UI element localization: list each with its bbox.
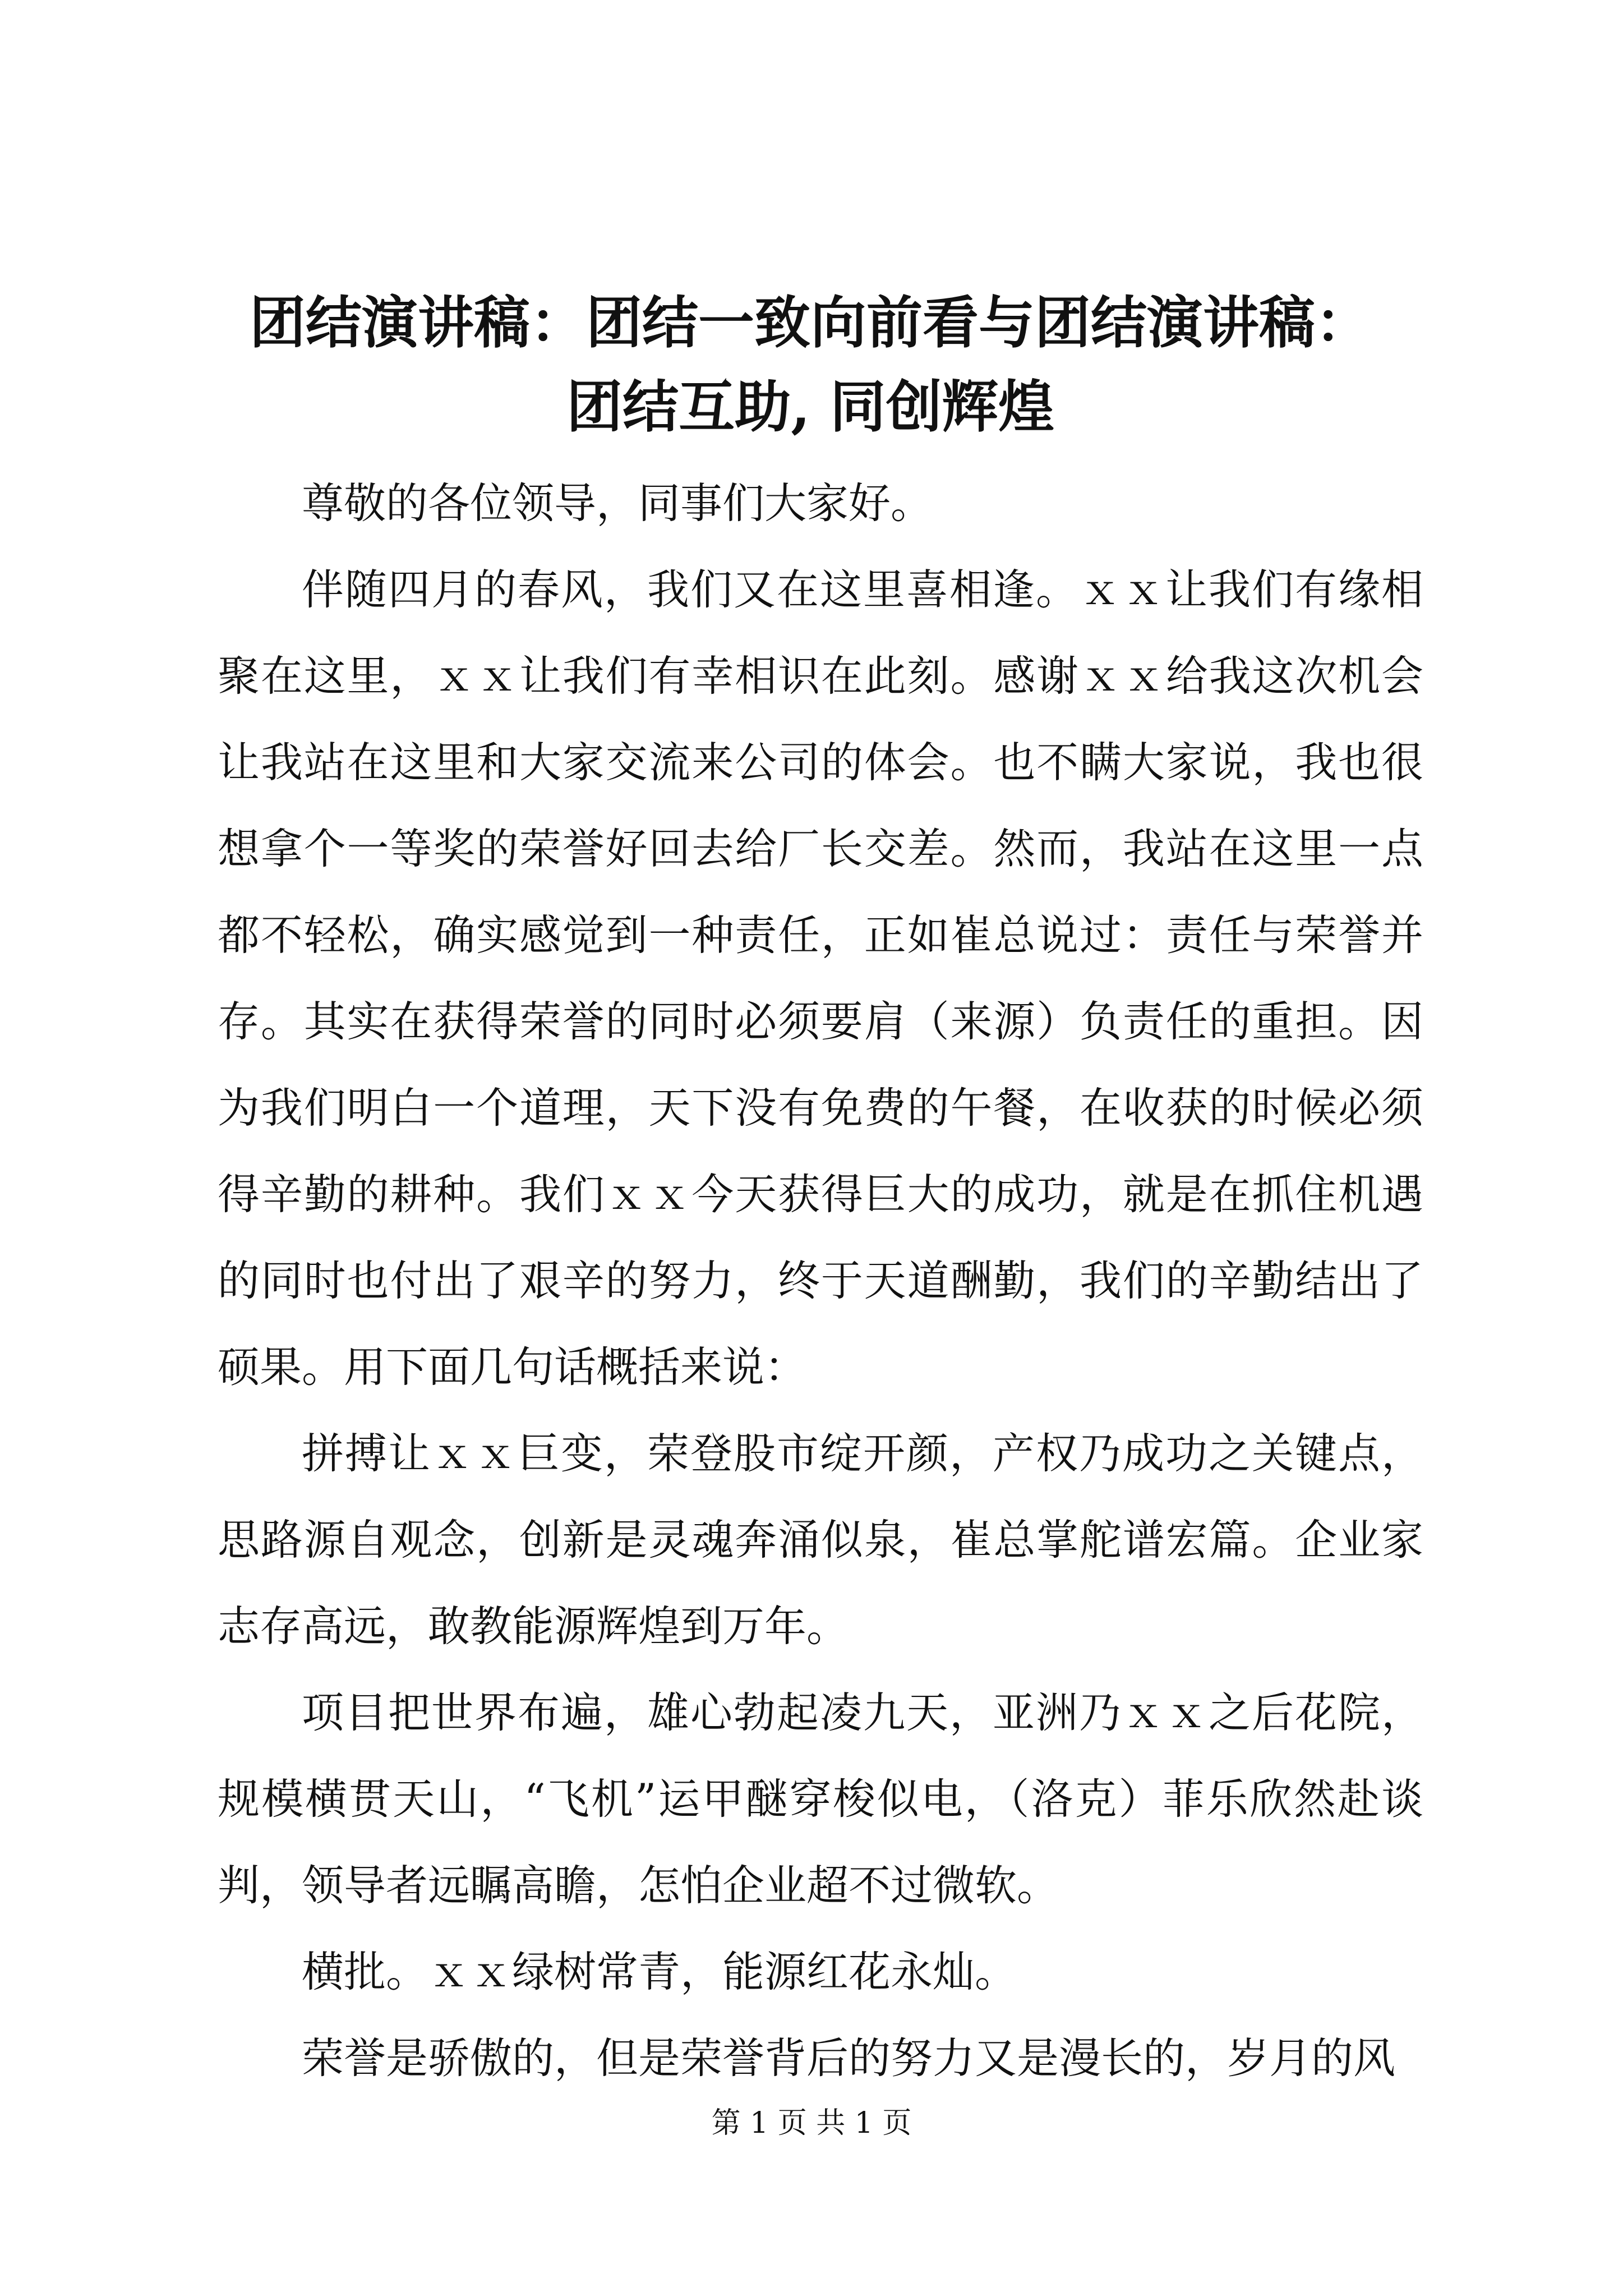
paragraph-banner: 横批。ｘｘ绿树常青，能源红花永灿。 xyxy=(302,1947,1017,1996)
document-body xyxy=(218,460,1423,2101)
document-title xyxy=(202,280,1419,449)
title-line-1: 团结演讲稿：团结一致向前看与团结演讲稿： xyxy=(250,289,1371,356)
paragraph-verse-1: 拼搏让ｘｘ巨变，荣登股市绽开颜，产权乃成功之关键点，思路源自观念，创新是灵魂奔涌似泉，崔总掌舵谱宏篇。企业家志存高远，敢教能源辉煌到万年。 xyxy=(218,1429,1423,1651)
paragraph-greeting: 尊敬的各位领导，同事们大家好。 xyxy=(302,478,933,528)
paragraph-verse-2: 项目把世界布遍，雄心勃起凌九天，亚洲乃ｘｘ之后花院，规模横贯天山，“飞机”运甲醚穿梭似电，（洛克）菲乐欣然赴谈判，领导者远瞩高瞻，怎怕企业超不过微软。 xyxy=(218,1688,1423,1910)
page-footer: 第 1 页 共 1 页 xyxy=(711,2106,912,2140)
paragraph-closing: 荣誉是骄傲的，但是荣誉背后的努力又是漫长的，岁月的风 xyxy=(302,2033,1396,2083)
title-line-2: 团结互助, 同创辉煌 xyxy=(566,374,1054,440)
paragraph-intro: 伴随四月的春风，我们又在这里喜相逢。ｘｘ让我们有缘相聚在这里，ｘｘ让我们有幸相识在此刻。感谢ｘｘ给我这次机会让我站在这里和大家交流来公司的体会。也不瞒大家说，我也很想拿个一等奖的荣誉好回去给厂长交差。然而，我站在这里一点都不轻松，确实感觉到一种责任，正如崔总说过：责任与荣誉并存。其实在获得荣誉的同时必须要肩（来源）负责任的重担。因为我们明白一个道理，天下没有免费的午餐，在收获的时候必须得辛勤的耕种。我们ｘｘ今天获得巨大的成功，就是在抓住机遇的同时也付出了艰辛的努力，终于天道酬勤，我们的辛勤结出了硕果。用下面几句话概括来说： xyxy=(218,565,1423,1392)
